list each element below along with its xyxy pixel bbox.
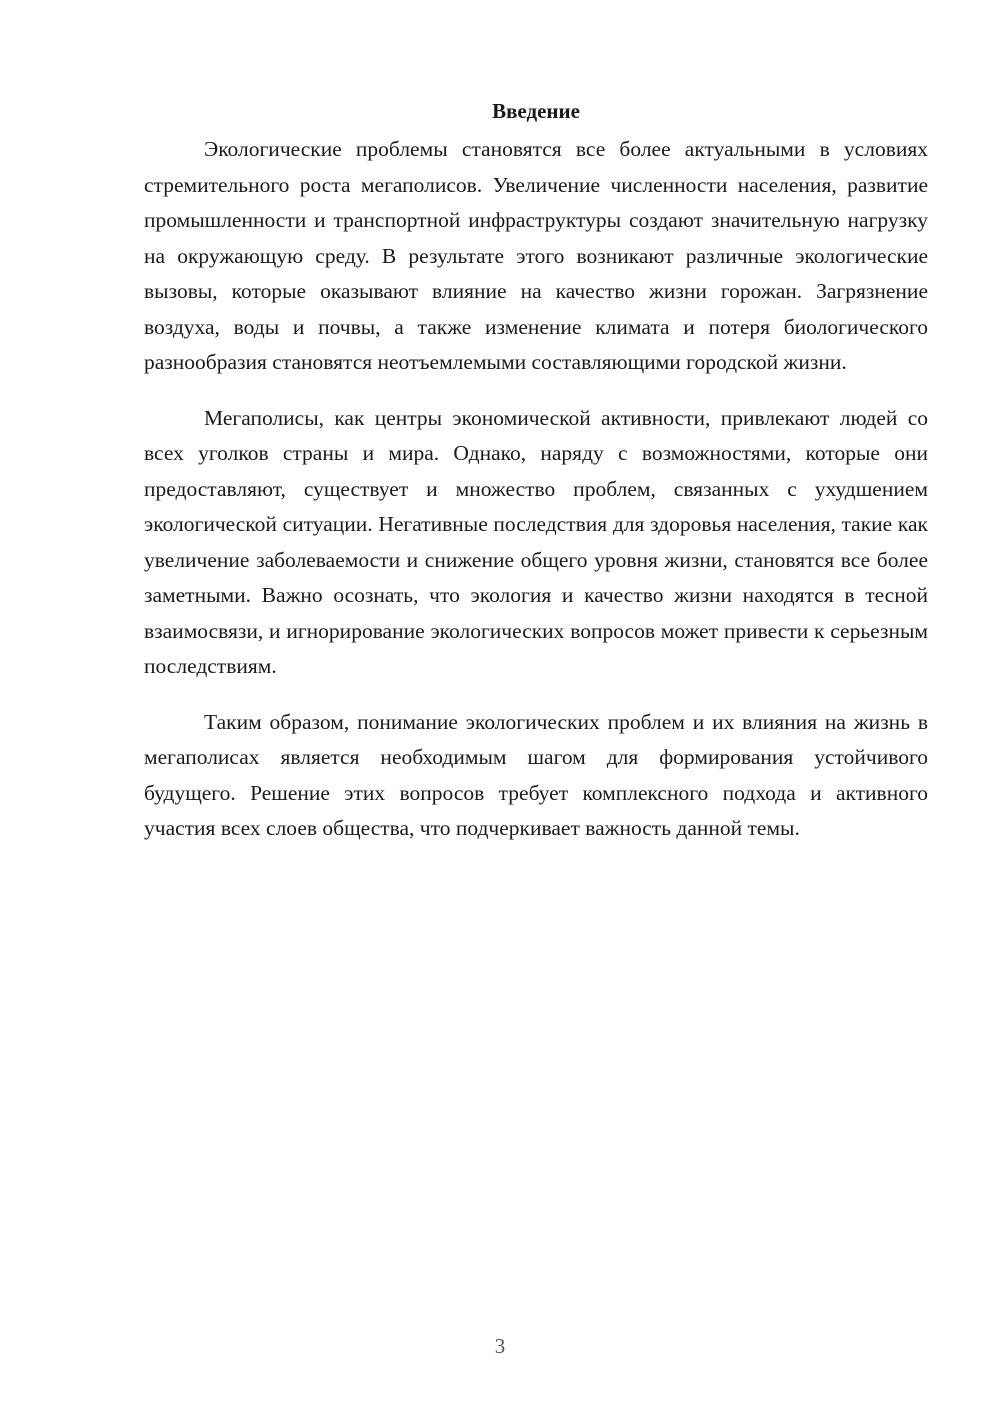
page-number: 3 xyxy=(494,1334,506,1358)
paragraph-1: Экологические проблемы становятся все более актуальными в условиях стремительного роста мегаполисов. Увеличение численности населения, развитие промышленности и транспортной инфраструктуры создают значительную нагрузку на окружающую среду. В результате этого возникают различные экологические вызовы, которые оказывают влияние на качество жизни горожан. Загрязнение воздуха, воды и почвы, а также изменение климата и потеря биологического разнообразия становятся неотъемлемыми составляющими городской жизни. xyxy=(144,137,928,374)
paragraph-2: Мегаполисы, как центры экономической активности, привлекают людей со всех уголков страны и мира. Однако, наряду с возможностями, которые они предоставляют, существует и множество проблем, связанных с ухудшением экологической ситуации. Негативные последствия для здоровья населения, такие как увеличение заболеваемости и снижение общего уровня жизни, становятся все более заметными. Важно осознать, что экология и качество жизни находятся в тесной взаимосвязи, и игнорирование экологических вопросов может привести к серьезным последствиям. xyxy=(144,405,928,678)
paragraph-3: Таким образом, понимание экологических проблем и их влияния на жизнь в мегаполисах является необходимым шагом для формирования устойчивого будущего. Решение этих вопросов требует комплексного подхода и активного участия всех слоев общества, что подчеркивает важность данной темы. xyxy=(144,709,928,840)
page-title: Введение xyxy=(492,99,580,123)
page-content xyxy=(144,96,928,867)
